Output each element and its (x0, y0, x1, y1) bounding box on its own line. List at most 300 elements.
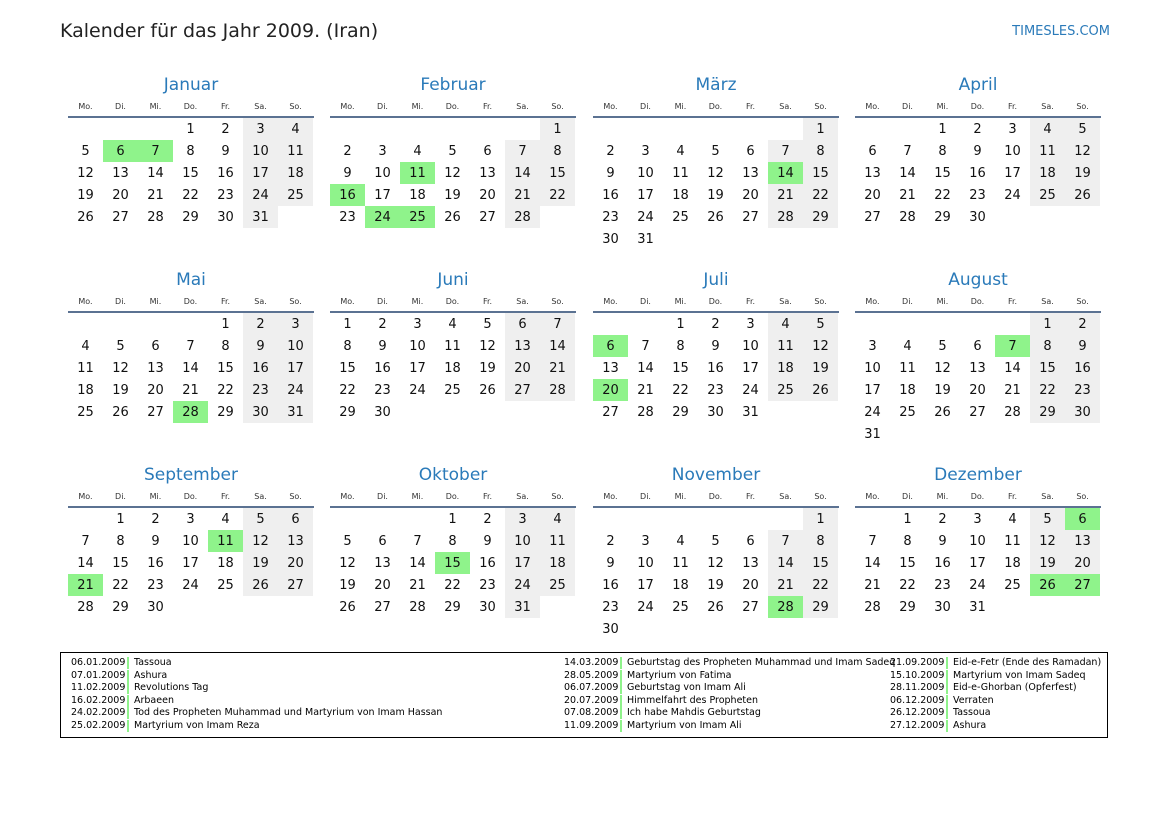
day-cell: 15 (672, 360, 689, 376)
month-november (593, 462, 839, 640)
day-cell: 27 (864, 209, 881, 225)
day-cell: 15 (182, 165, 199, 181)
weekday-label: Do. (970, 102, 985, 111)
legend-name: Tod des Propheten Muhammad und Martyrium von Imam Hassan (134, 707, 443, 719)
day-cell: 2 (711, 316, 720, 332)
weekday-label: Do. (183, 297, 198, 306)
day-cell: 31 (278, 401, 313, 423)
weekday-label: Di. (115, 102, 126, 111)
day-cell: 16 (934, 555, 951, 571)
day-cell: 21 (147, 187, 164, 203)
weekday-label: Mi. (411, 102, 424, 111)
weekday-label: Di. (640, 102, 651, 111)
day-cell: 13 (602, 360, 619, 376)
day-cell: 24 (637, 209, 654, 225)
day-cell: 2 (606, 533, 615, 549)
day-cell: 13 (864, 165, 881, 181)
weekday-label: Sa. (254, 297, 267, 306)
day-cell: 1 (540, 118, 575, 140)
day-cell: 30 (707, 404, 724, 420)
weekday-label: Fr. (745, 297, 756, 306)
day-cell: 23 (934, 577, 951, 593)
day-cell: 17 (637, 577, 654, 593)
weekday-label: Mi. (411, 297, 424, 306)
day-cell: 12 (77, 165, 94, 181)
empty-cell (855, 313, 890, 335)
month-name: November (671, 465, 761, 485)
legend-date: 06.01.2009 (71, 657, 126, 668)
holiday-day-cell: 16 (330, 184, 365, 206)
day-cell: 31 (637, 231, 654, 247)
legend-item (71, 695, 442, 708)
day-cell: 8 (803, 530, 838, 552)
legend-date: 15.10.2009 (890, 669, 945, 681)
day-cell: 9 (151, 533, 160, 549)
day-cell: 12 (1030, 530, 1065, 552)
day-cell: 14 (637, 360, 654, 376)
weekday-label: Do. (970, 492, 985, 501)
day-cell: 20 (374, 577, 391, 593)
day-cell: 23 (602, 209, 619, 225)
holiday-day-cell: 11 (400, 162, 435, 184)
legend-item (71, 682, 442, 695)
day-cell: 25 (672, 599, 689, 615)
day-cell: 14 (540, 335, 575, 357)
day-cell: 25 (672, 209, 689, 225)
day-cell: 26 (77, 209, 94, 225)
day-cell: 16 (147, 555, 164, 571)
day-cell: 27 (969, 404, 986, 420)
day-cell: 18 (409, 187, 426, 203)
day-cell: 22 (217, 382, 234, 398)
weekday-label: So. (289, 102, 302, 111)
empty-cell (68, 508, 103, 530)
holiday-marker-icon (946, 657, 948, 669)
holiday-day-cell: 28 (768, 596, 803, 618)
day-cell: 6 (483, 143, 492, 159)
month-juni (330, 267, 576, 423)
day-grid (330, 118, 576, 228)
month-juli (593, 267, 839, 423)
weekday-label: Fr. (1007, 102, 1018, 111)
day-cell: 27 (479, 209, 496, 225)
day-cell: 13 (969, 360, 986, 376)
empty-cell (365, 508, 400, 530)
day-cell: 4 (676, 533, 685, 549)
day-cell: 17 (864, 382, 881, 398)
day-cell: 30 (602, 621, 619, 637)
day-cell: 7 (768, 530, 803, 552)
day-cell: 2 (1065, 313, 1100, 335)
weekday-label: Sa. (516, 492, 529, 501)
empty-cell (890, 313, 925, 335)
holiday-marker-icon (127, 707, 129, 719)
day-cell: 13 (742, 555, 759, 571)
day-cell: 2 (151, 511, 160, 527)
day-cell: 17 (374, 187, 391, 203)
day-cell: 24 (182, 577, 199, 593)
day-cell: 29 (672, 404, 689, 420)
day-cell: 28 (540, 379, 575, 401)
day-cell: 9 (606, 165, 615, 181)
day-cell: 28 (768, 206, 803, 228)
day-cell: 2 (938, 511, 947, 527)
day-cell: 3 (1008, 121, 1017, 137)
month-märz (593, 72, 839, 250)
weekday-header (68, 488, 314, 508)
legend-item (71, 657, 442, 670)
weekday-label: So. (1076, 102, 1089, 111)
day-cell: 10 (1004, 143, 1021, 159)
month-april (855, 72, 1101, 228)
empty-cell (628, 313, 663, 335)
weekday-label: Do. (708, 297, 723, 306)
day-cell: 12 (444, 165, 461, 181)
empty-cell (138, 313, 173, 335)
holiday-day-cell: 26 (1030, 574, 1065, 596)
weekday-label: Mo. (603, 297, 618, 306)
day-cell: 27 (742, 599, 759, 615)
day-cell: 8 (903, 533, 912, 549)
day-cell: 4 (768, 313, 803, 335)
day-cell: 19 (479, 360, 496, 376)
day-cell: 12 (707, 165, 724, 181)
day-cell: 28 (899, 209, 916, 225)
holiday-marker-icon (946, 670, 948, 682)
day-cell: 5 (448, 143, 457, 159)
day-cell: 23 (217, 187, 234, 203)
weekday-label: Fr. (482, 492, 493, 501)
day-cell: 13 (505, 335, 540, 357)
day-cell: 19 (444, 187, 461, 203)
day-cell: 29 (112, 599, 129, 615)
day-cell: 11 (672, 165, 689, 181)
day-cell: 1 (343, 316, 352, 332)
day-cell: 25 (899, 404, 916, 420)
legend-name: Himmelfahrt des Propheten (627, 694, 759, 706)
weekday-header (593, 293, 839, 313)
day-cell: 5 (81, 143, 90, 159)
day-cell: 23 (707, 382, 724, 398)
brand-link[interactable]: TIMESLES.COM (1012, 24, 1110, 39)
weekday-label: Mi. (149, 492, 162, 501)
day-cell: 5 (483, 316, 492, 332)
day-cell: 16 (479, 555, 496, 571)
day-cell: 9 (483, 533, 492, 549)
day-cell: 5 (243, 508, 278, 530)
day-cell: 11 (278, 140, 313, 162)
day-cell: 30 (217, 209, 234, 225)
day-cell: 28 (864, 599, 881, 615)
month-august (855, 267, 1101, 445)
day-cell: 27 (278, 574, 313, 596)
day-cell: 7 (540, 313, 575, 335)
day-cell: 6 (868, 143, 877, 159)
day-cell: 2 (378, 316, 387, 332)
legend-name: Martyrium von Imam Reza (134, 719, 260, 731)
legend-column (890, 657, 1101, 733)
legend-date: 06.12.2009 (890, 694, 945, 706)
weekday-label: So. (1076, 492, 1089, 501)
legend-date: 07.08.2009 (564, 707, 619, 719)
day-cell: 14 (768, 552, 803, 574)
day-cell: 13 (147, 360, 164, 376)
holiday-legend (60, 652, 1108, 738)
day-cell: 3 (413, 316, 422, 332)
day-cell: 13 (479, 165, 496, 181)
day-cell: 21 (864, 577, 881, 593)
day-cell: 7 (768, 140, 803, 162)
legend-date: 21.09.2009 (890, 657, 945, 668)
day-grid (593, 313, 839, 423)
day-cell: 1 (221, 316, 230, 332)
day-cell: 8 (803, 140, 838, 162)
weekday-label: Fr. (482, 102, 493, 111)
empty-cell (768, 508, 803, 530)
weekday-label: Sa. (1041, 102, 1054, 111)
month-mai (68, 267, 314, 423)
legend-item (890, 707, 1101, 720)
weekday-label: Di. (115, 492, 126, 501)
month-oktober (330, 462, 576, 618)
holiday-marker-icon (620, 682, 622, 694)
weekday-label: Do. (445, 492, 460, 501)
day-cell: 21 (505, 184, 540, 206)
day-cell: 5 (803, 313, 838, 335)
day-cell: 14 (409, 555, 426, 571)
weekday-label: Mo. (865, 492, 880, 501)
day-cell: 7 (186, 338, 195, 354)
weekday-label: Fr. (1007, 492, 1018, 501)
empty-cell (925, 313, 960, 335)
day-cell: 31 (505, 596, 540, 618)
weekday-label: Do. (183, 492, 198, 501)
legend-name: Eid-e-Fetr (Ende des Ramadan) (953, 657, 1102, 668)
day-cell: 17 (409, 360, 426, 376)
holiday-day-cell: 14 (768, 162, 803, 184)
day-cell: 3 (243, 118, 278, 140)
empty-cell (435, 118, 470, 140)
day-cell: 17 (742, 360, 759, 376)
day-cell: 4 (903, 338, 912, 354)
day-cell: 23 (243, 379, 278, 401)
holiday-marker-icon (620, 707, 622, 719)
day-cell: 3 (868, 338, 877, 354)
day-cell: 15 (803, 162, 838, 184)
legend-item (71, 707, 442, 720)
weekday-label: Fr. (745, 102, 756, 111)
weekday-header (330, 98, 576, 118)
empty-cell (733, 118, 768, 140)
day-cell: 9 (378, 338, 387, 354)
month-januar (68, 72, 314, 228)
legend-item (890, 657, 1101, 670)
day-cell: 8 (343, 338, 352, 354)
day-cell: 19 (339, 577, 356, 593)
day-cell: 23 (479, 577, 496, 593)
day-cell: 11 (768, 335, 803, 357)
weekday-label: Mi. (936, 297, 949, 306)
empty-cell (663, 508, 698, 530)
day-cell: 25 (1004, 577, 1021, 593)
day-cell: 8 (186, 143, 195, 159)
day-cell: 11 (1004, 533, 1021, 549)
holiday-day-cell: 25 (400, 206, 435, 228)
day-cell: 23 (374, 382, 391, 398)
empty-cell (855, 118, 890, 140)
day-cell: 11 (672, 555, 689, 571)
day-cell: 7 (81, 533, 90, 549)
weekday-label: Di. (640, 297, 651, 306)
day-cell: 1 (186, 121, 195, 137)
day-cell: 22 (112, 577, 129, 593)
day-cell: 8 (676, 338, 685, 354)
weekday-header (855, 98, 1101, 118)
day-cell: 23 (602, 599, 619, 615)
day-cell: 28 (77, 599, 94, 615)
legend-date: 24.02.2009 (71, 707, 126, 719)
day-cell: 14 (1004, 360, 1021, 376)
weekday-label: Fr. (220, 297, 231, 306)
day-cell: 20 (742, 187, 759, 203)
day-cell: 18 (672, 187, 689, 203)
holiday-day-cell: 27 (1065, 574, 1100, 596)
day-cell: 4 (676, 143, 685, 159)
day-cell: 22 (339, 382, 356, 398)
day-cell: 3 (278, 313, 313, 335)
weekday-label: Sa. (254, 492, 267, 501)
day-cell: 29 (444, 599, 461, 615)
holiday-marker-icon (620, 670, 622, 682)
holiday-marker-icon (946, 707, 948, 719)
day-cell: 24 (969, 577, 986, 593)
day-cell: 30 (602, 231, 619, 247)
day-cell: 15 (339, 360, 356, 376)
day-cell: 15 (803, 552, 838, 574)
day-cell: 22 (803, 574, 838, 596)
day-cell: 2 (483, 511, 492, 527)
holiday-marker-icon (127, 682, 129, 694)
weekday-label: Mi. (936, 492, 949, 501)
day-cell: 22 (182, 187, 199, 203)
holiday-day-cell: 20 (593, 379, 628, 401)
weekday-label: Do. (970, 297, 985, 306)
day-cell: 22 (1030, 379, 1065, 401)
day-cell: 27 (602, 404, 619, 420)
holiday-day-cell: 15 (435, 552, 470, 574)
day-cell: 19 (77, 187, 94, 203)
holiday-marker-icon (620, 695, 622, 707)
month-name: Januar (163, 75, 219, 95)
legend-name: Ashura (953, 719, 987, 731)
day-cell: 11 (1030, 140, 1065, 162)
month-name: Oktober (418, 465, 488, 485)
day-cell: 12 (339, 555, 356, 571)
weekday-label: So. (1076, 297, 1089, 306)
holiday-marker-icon (127, 657, 129, 669)
day-cell: 29 (182, 209, 199, 225)
weekday-label: So. (814, 492, 827, 501)
day-cell: 18 (217, 555, 234, 571)
day-cell: 10 (374, 165, 391, 181)
weekday-label: Fr. (220, 102, 231, 111)
day-cell: 21 (768, 574, 803, 596)
weekday-label: So. (289, 492, 302, 501)
day-cell: 5 (711, 143, 720, 159)
day-cell: 19 (803, 357, 838, 379)
day-grid (593, 508, 839, 640)
day-cell: 3 (186, 511, 195, 527)
weekday-header (68, 98, 314, 118)
day-cell: 8 (116, 533, 125, 549)
weekday-label: Di. (377, 297, 388, 306)
legend-name: Ich habe Mahdis Geburtstag (627, 707, 761, 719)
day-cell: 29 (803, 206, 838, 228)
day-cell: 15 (899, 555, 916, 571)
day-cell: 7 (641, 338, 650, 354)
month-name: September (144, 465, 238, 485)
day-cell: 19 (1030, 552, 1065, 574)
weekday-label: Mo. (603, 102, 618, 111)
weekday-label: Di. (902, 297, 913, 306)
day-cell: 18 (77, 382, 94, 398)
legend-date: 20.07.2009 (564, 694, 619, 706)
weekday-label: Mo. (340, 102, 355, 111)
day-cell: 18 (672, 577, 689, 593)
weekday-header (855, 293, 1101, 313)
weekday-label: Mi. (936, 102, 949, 111)
day-cell: 16 (217, 165, 234, 181)
day-cell: 24 (1004, 187, 1021, 203)
day-cell: 28 (637, 404, 654, 420)
weekday-label: Mi. (674, 297, 687, 306)
legend-name: Martyrium von Fatima (627, 669, 732, 681)
weekday-label: Di. (377, 102, 388, 111)
month-name: Mai (176, 270, 206, 290)
day-cell: 20 (278, 552, 313, 574)
weekday-label: So. (551, 297, 564, 306)
empty-cell (628, 118, 663, 140)
legend-name: Martyrium von Imam Ali (627, 719, 742, 731)
holiday-day-cell: 6 (103, 140, 138, 162)
day-cell: 1 (676, 316, 685, 332)
day-cell: 14 (147, 165, 164, 181)
day-cell: 27 (112, 209, 129, 225)
weekday-label: Sa. (254, 102, 267, 111)
weekday-header (593, 98, 839, 118)
day-cell: 20 (1065, 552, 1100, 574)
day-cell: 4 (540, 508, 575, 530)
day-cell: 14 (77, 555, 94, 571)
holiday-day-cell: 24 (365, 206, 400, 228)
day-cell: 7 (868, 533, 877, 549)
day-cell: 19 (112, 382, 129, 398)
day-cell: 4 (1008, 511, 1017, 527)
weekday-label: Mi. (149, 297, 162, 306)
day-cell: 11 (77, 360, 94, 376)
day-cell: 17 (969, 555, 986, 571)
day-cell: 10 (637, 165, 654, 181)
empty-cell (628, 508, 663, 530)
day-cell: 1 (448, 511, 457, 527)
weekday-label: Do. (708, 492, 723, 501)
weekday-label: So. (289, 297, 302, 306)
month-name: Februar (420, 75, 486, 95)
day-cell: 15 (217, 360, 234, 376)
weekday-label: Mi. (674, 102, 687, 111)
day-cell: 22 (899, 577, 916, 593)
empty-cell (593, 313, 628, 335)
